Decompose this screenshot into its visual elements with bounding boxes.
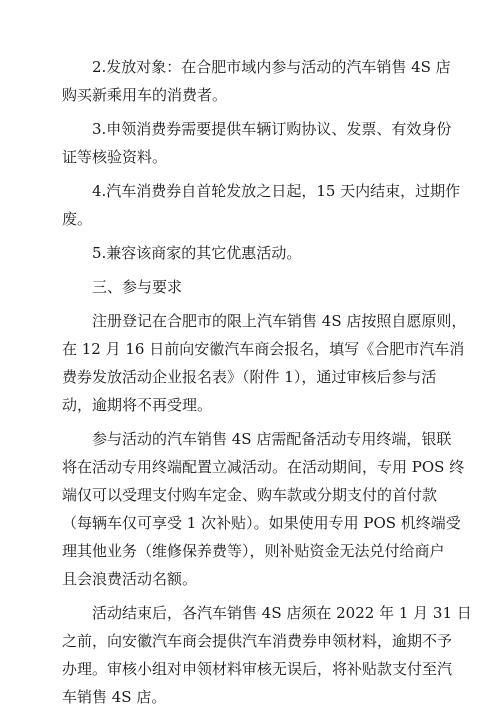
paragraph-deadline-line-1: 活动结束后，各汽车销售 4S 店须在 2022 年 1 月 31 日 <box>92 604 472 622</box>
paragraph-terminal-line-5: 理其他业务（维修保养费等），则补贴资金无法兑付给商户 <box>62 542 445 560</box>
paragraph-terminal-line-3: 端仅可以受理支付购车定金、购车款或分期支付的首付款 <box>62 486 438 504</box>
list-item-2-line-1: 2.发放对象：在合肥市域内参与活动的汽车销售 4S 店 <box>92 58 451 76</box>
paragraph-terminal-line-2: 将在活动专用终端配置立减活动。在活动期间，专用 POS 终 <box>62 458 465 476</box>
paragraph-terminal-line-6: 且会浪费活动名额。 <box>62 570 198 588</box>
list-item-4-line-1: 4.汽车消费券自首轮发放之日起，15 天内结束，过期作 <box>92 182 461 200</box>
paragraph-terminal-line-4: （每辆车仅可享受 1 次补贴）。如果使用专用 POS 机终端受 <box>62 514 461 532</box>
list-item-3 <box>62 115 452 171</box>
paragraph-registration-line-4: 动，逾期将不再受理。 <box>62 396 213 414</box>
paragraph-deadline-line-2: 之前，向安徽汽车商会提供汽车消费券申领材料，逾期不予 <box>62 632 453 650</box>
section-heading: 三、参与要求 <box>92 278 183 296</box>
list-item-3-line-2: 证等核验资料。 <box>62 148 168 166</box>
paragraph-terminal-line-1: 参与活动的汽车销售 4S 店需配备活动专用终端，银联 <box>92 430 452 448</box>
list-item-5-line-1: 5.兼容该商家的其它优惠活动。 <box>92 244 302 262</box>
paragraph-terminal <box>62 425 465 593</box>
paragraph-registration-line-3: 费券发放活动企业报名表》（附件 1），通过审核后参与活 <box>62 368 437 386</box>
paragraph-registration-line-1: 注册登记在合肥市的限上汽车销售 4S 店按照自愿原则， <box>92 312 467 330</box>
list-item-2-line-2: 购买新乘用车的消费者。 <box>62 86 228 104</box>
list-item-5 <box>92 239 434 267</box>
paragraph-deadline-line-3: 办理。审核小组对申领材料审核无误后，将补贴款支付至汽 <box>62 660 453 678</box>
list-item-4 <box>62 177 461 233</box>
paragraph-deadline-line-4: 车销售 4S 店。 <box>62 688 167 706</box>
paragraph-registration <box>62 307 467 419</box>
paragraph-registration-line-2: 在 12 月 16 日前向安徽汽车商会报名，填写《合肥市汽车消 <box>62 340 465 358</box>
list-item-2 <box>62 53 451 109</box>
paragraph-deadline <box>62 599 472 711</box>
list-item-3-line-1: 3.申领消费券需要提供车辆订购协议、发票、有效身份 <box>92 120 452 138</box>
list-item-4-line-2: 废。 <box>62 210 93 228</box>
